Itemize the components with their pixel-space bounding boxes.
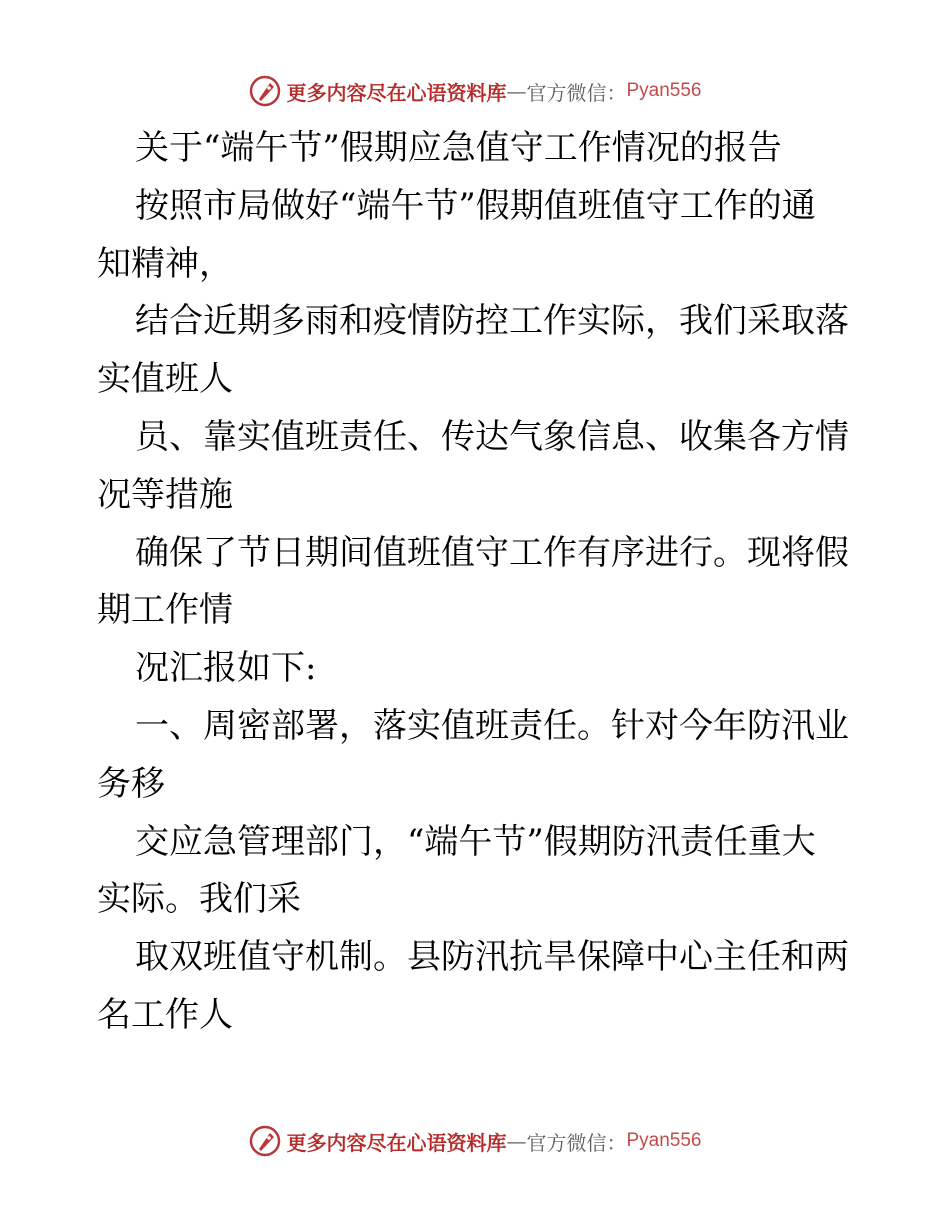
text-line: 况等措施: [97, 474, 233, 515]
text-line: 实际。我们采: [97, 879, 301, 920]
document-title: 关于“端午节”假期应急值守工作情况的报告: [135, 128, 782, 168]
watermark-banner-top: [0, 71, 950, 111]
text-line: 一、周密部署，落实值班责任。针对今年防汛业: [135, 705, 849, 746]
text-line: 实值班人: [97, 359, 233, 400]
text-line: 结合近期多雨和疫情防控工作实际，我们采取落: [135, 301, 849, 342]
text-line: 期工作情: [97, 590, 233, 631]
text-line: 知精神，: [97, 243, 233, 284]
text-line: 取双班值守机制。县防汛抗旱保障中心主任和两: [135, 937, 849, 978]
watermark-main-text: 更多内容尽在心语资料库: [286, 80, 507, 105]
watermark-main-text: 更多内容尽在心语资料库: [286, 1130, 507, 1155]
pen-nib-logo-icon: [248, 1124, 282, 1158]
watermark-wechat-id: Pyan556: [626, 80, 702, 101]
text-line: 名工作人: [97, 994, 233, 1035]
text-line: 员、靠实值班责任、传达气象信息、收集各方情: [135, 416, 849, 457]
watermark-sub-text: 官方微信：: [526, 80, 627, 105]
watermark-dash: —: [506, 1129, 527, 1153]
text-line: 务移: [97, 763, 165, 804]
watermark-dash: —: [506, 79, 527, 103]
document-body: [97, 120, 857, 1045]
pen-nib-logo-icon: [248, 74, 282, 108]
text-line: 况汇报如下:: [135, 648, 317, 689]
watermark-sub-text: 官方微信：: [526, 1130, 627, 1155]
watermark-wechat-id: Pyan556: [626, 1130, 702, 1151]
text-line: 按照市局做好“端午节”假期值班值守工作的通: [135, 185, 816, 226]
watermark-banner-bottom: [0, 1121, 950, 1161]
text-line: 交应急管理部门，“端午节”假期防汛责任重大: [135, 821, 816, 862]
text-line: 确保了节日期间值班值守工作有序进行。现将假: [135, 532, 849, 573]
